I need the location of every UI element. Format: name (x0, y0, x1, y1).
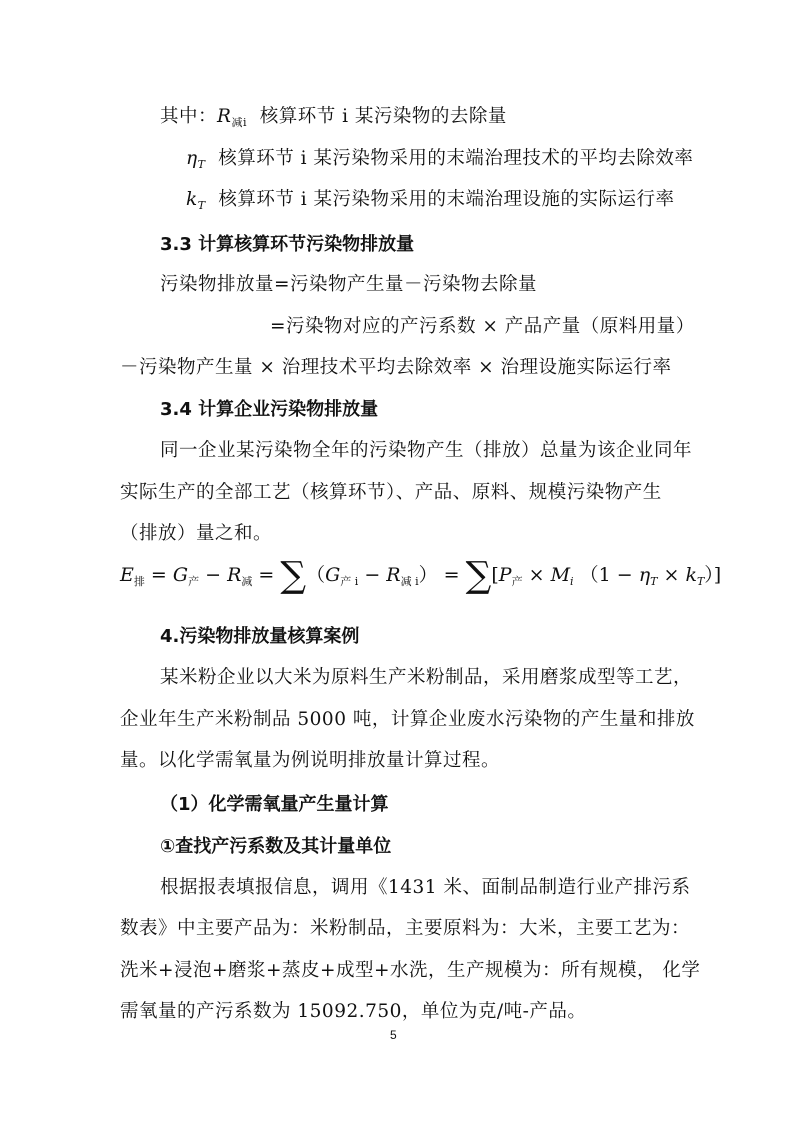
formula-g: G (172, 564, 189, 586)
formula-eta: η (638, 564, 651, 586)
page-number: 5 (390, 1028, 397, 1042)
definition-eta (186, 146, 693, 174)
symbol-k-sub: T (197, 199, 206, 212)
formula-gi: G (325, 564, 341, 586)
formula-k-sub: T (696, 575, 705, 588)
definition-k (186, 187, 675, 215)
definitions-intro: 其中： (160, 106, 218, 127)
formula-paren-open: （ (306, 564, 326, 586)
sec4-p1: 某米粉企业以大米为原料生产米粉制品，采用磨浆成型等工艺， (160, 667, 693, 688)
formula-eta-sub: T (650, 575, 658, 588)
formula-ri-sub: 减 i (400, 575, 419, 588)
formula-m: M (550, 564, 571, 586)
symbol-r: R (217, 106, 232, 127)
sec33-line2: =污染物对应的产污系数 × 产品产量（原料用量） (270, 316, 695, 337)
formula-r: R (227, 564, 242, 586)
definition-r (160, 104, 507, 132)
symbol-k: k (186, 189, 198, 210)
formula-e: E (120, 564, 134, 586)
definition-r-text: 核算环节 i 某污染物的去除量 (259, 106, 507, 127)
formula-e-sub: 排 (133, 575, 145, 588)
sec34-p3: （排放）量之和。 (120, 523, 273, 544)
sec33-line3: －污染物产生量 × 治理技术平均去除效率 × 治理设施实际运行率 (120, 357, 672, 378)
sec4-p2: 企业年生产米粉制品 5000 吨，计算企业废水污染物的产生量和排放 (120, 709, 695, 730)
symbol-eta: η (186, 148, 198, 169)
sec4-p3: 量。以化学需氧量为例说明排放量计算过程。 (120, 750, 501, 771)
sec4-q4: 需氧量的产污系数为 15092.750，单位为克/吨-产品。 (120, 1001, 587, 1022)
symbol-eta-sub: T (197, 158, 206, 171)
subsection-find-coefficient-title: ①查找产污系数及其计量单位 (160, 836, 392, 857)
sec4-q1: 根据报表填报信息，调用《1431 米、面制品制造行业产排污系 (160, 877, 691, 898)
sum-symbol-1: ∑ (280, 555, 307, 596)
emission-formula: $E_排 = G_产 - R_减 = \sum(G_{产 i} - R_{减 i}) = \sum[P_产 \times M_i$ $(1 - \eta_T \times k_T)$] (120, 555, 722, 596)
section-4-title: 4.污染物排放量核算案例 (160, 626, 360, 647)
formula-m-sub: i (570, 575, 574, 588)
definition-eta-text: 核算环节 i 某污染物采用的末端治理技术的平均去除效率 (218, 148, 694, 169)
formula-p-sub: 产 (511, 575, 523, 588)
sec33-line1: 污染物排放量=污染物产生量－污染物去除量 (160, 274, 538, 295)
formula-k: k (685, 564, 697, 586)
formula-gi-sub: 产 i (340, 575, 359, 588)
section-3-4-title: 3.4 计算企业污染物排放量 (160, 399, 379, 420)
sec34-p2: 实际生产的全部工艺（核算环节）、产品、原料、规模污染物产生 (120, 482, 662, 503)
section-3-3-title: 3.3 计算核算环节污染物排放量 (160, 234, 415, 255)
formula-r-sub: 减 (241, 575, 253, 588)
formula-g-sub: 产 (188, 575, 200, 588)
sec4-q3: 洗米+浸泡+磨浆+蒸皮+成型+水洗，生产规模为：所有规模， 化学 (120, 960, 701, 981)
subsection-1-title: （1）化学需氧量产生量计算 (160, 794, 389, 815)
formula-ri: R (386, 564, 401, 586)
formula-p: P (498, 564, 512, 586)
sum-symbol-2: ∑ (465, 555, 492, 596)
sec4-q2: 数表》中主要产品为：米粉制品，主要原料为：大米，主要工艺为： (120, 918, 691, 939)
symbol-r-sub: 减i (231, 116, 247, 129)
sec34-p1: 同一企业某污染物全年的污染物产生（排放）总量为该企业同年 (160, 440, 693, 461)
definition-k-text: 核算环节 i 某污染物采用的末端治理设施的实际运行率 (218, 189, 675, 210)
formula-paren-close: ） (418, 564, 438, 586)
